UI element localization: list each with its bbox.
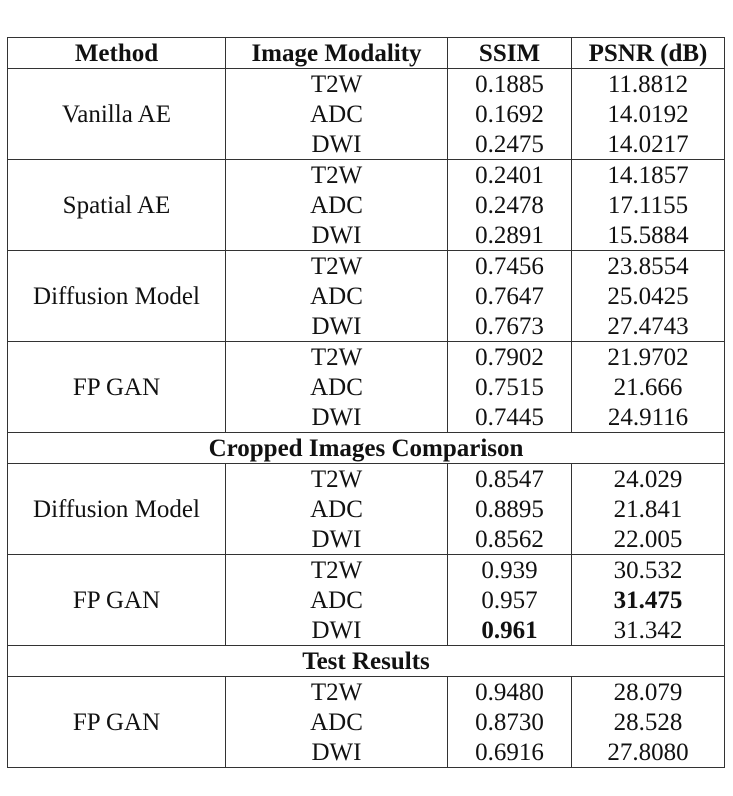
ssim-cell: 0.9480 — [448, 677, 572, 708]
modality-cell: DWI — [226, 615, 448, 646]
modality-cell: T2W — [226, 160, 448, 191]
psnr-cell-best: 31.475 — [572, 585, 725, 615]
psnr-cell: 23.8554 — [572, 251, 725, 282]
table-row — [8, 555, 725, 586]
table-row — [8, 251, 725, 282]
modality-cell: ADC — [226, 494, 448, 524]
psnr-cell: 14.0192 — [572, 99, 725, 129]
modality-cell: T2W — [226, 677, 448, 708]
modality-cell: ADC — [226, 281, 448, 311]
ssim-cell: 0.8562 — [448, 524, 572, 555]
psnr-cell: 31.342 — [572, 615, 725, 646]
ssim-cell-best: 0.961 — [448, 615, 572, 646]
method-cell: Spatial AE — [8, 160, 226, 251]
psnr-cell: 30.532 — [572, 555, 725, 586]
method-cell: FP GAN — [8, 555, 226, 646]
section-title-test: Test Results — [8, 646, 725, 677]
modality-cell: ADC — [226, 190, 448, 220]
header-method: Method — [8, 38, 226, 69]
psnr-cell: 21.841 — [572, 494, 725, 524]
header-psnr: PSNR (dB) — [572, 38, 725, 69]
modality-cell: DWI — [226, 524, 448, 555]
psnr-cell: 28.528 — [572, 707, 725, 737]
header-image-modality: Image Modality — [226, 38, 448, 69]
method-cell: Diffusion Model — [8, 251, 226, 342]
psnr-cell: 28.079 — [572, 677, 725, 708]
section-header-row — [8, 646, 725, 677]
modality-cell: T2W — [226, 464, 448, 495]
ssim-cell: 0.8895 — [448, 494, 572, 524]
modality-cell: T2W — [226, 251, 448, 282]
modality-cell: ADC — [226, 707, 448, 737]
psnr-cell: 21.666 — [572, 372, 725, 402]
header-row — [8, 38, 725, 69]
psnr-cell: 24.029 — [572, 464, 725, 495]
psnr-cell: 22.005 — [572, 524, 725, 555]
psnr-cell: 14.0217 — [572, 129, 725, 160]
ssim-cell: 0.939 — [448, 555, 572, 586]
modality-cell: T2W — [226, 555, 448, 586]
section-title-cropped: Cropped Images Comparison — [8, 433, 725, 464]
modality-cell: ADC — [226, 585, 448, 615]
ssim-cell: 0.2475 — [448, 129, 572, 160]
ssim-cell: 0.1692 — [448, 99, 572, 129]
table-row — [8, 342, 725, 373]
table-row — [8, 677, 725, 708]
table-row — [8, 464, 725, 495]
psnr-cell: 11.8812 — [572, 69, 725, 100]
ssim-cell: 0.7456 — [448, 251, 572, 282]
method-cell: Vanilla AE — [8, 69, 226, 160]
ssim-cell: 0.7673 — [448, 311, 572, 342]
psnr-cell: 24.9116 — [572, 402, 725, 433]
ssim-cell: 0.8547 — [448, 464, 572, 495]
modality-cell: DWI — [226, 129, 448, 160]
ssim-cell: 0.7445 — [448, 402, 572, 433]
psnr-cell: 17.1155 — [572, 190, 725, 220]
ssim-cell: 0.7647 — [448, 281, 572, 311]
method-cell: Diffusion Model — [8, 464, 226, 555]
modality-cell: T2W — [226, 69, 448, 100]
ssim-cell: 0.8730 — [448, 707, 572, 737]
ssim-cell: 0.957 — [448, 585, 572, 615]
table-row — [8, 160, 725, 191]
ssim-cell: 0.7902 — [448, 342, 572, 373]
ssim-cell: 0.2401 — [448, 160, 572, 191]
psnr-cell: 14.1857 — [572, 160, 725, 191]
ssim-cell: 0.1885 — [448, 69, 572, 100]
psnr-cell: 15.5884 — [572, 220, 725, 251]
ssim-cell: 0.2478 — [448, 190, 572, 220]
modality-cell: T2W — [226, 342, 448, 373]
psnr-cell: 25.0425 — [572, 281, 725, 311]
modality-cell: ADC — [226, 372, 448, 402]
method-cell: FP GAN — [8, 677, 226, 768]
section-header-row — [8, 433, 725, 464]
psnr-cell: 27.8080 — [572, 737, 725, 768]
psnr-cell: 27.4743 — [572, 311, 725, 342]
modality-cell: DWI — [226, 311, 448, 342]
table-row — [8, 69, 725, 100]
modality-cell: ADC — [226, 99, 448, 129]
ssim-cell: 0.7515 — [448, 372, 572, 402]
modality-cell: DWI — [226, 220, 448, 251]
header-ssim: SSIM — [448, 38, 572, 69]
modality-cell: DWI — [226, 737, 448, 768]
psnr-cell: 21.9702 — [572, 342, 725, 373]
ssim-cell: 0.6916 — [448, 737, 572, 768]
results-table — [7, 37, 725, 768]
ssim-cell: 0.2891 — [448, 220, 572, 251]
modality-cell: DWI — [226, 402, 448, 433]
method-cell: FP GAN — [8, 342, 226, 433]
